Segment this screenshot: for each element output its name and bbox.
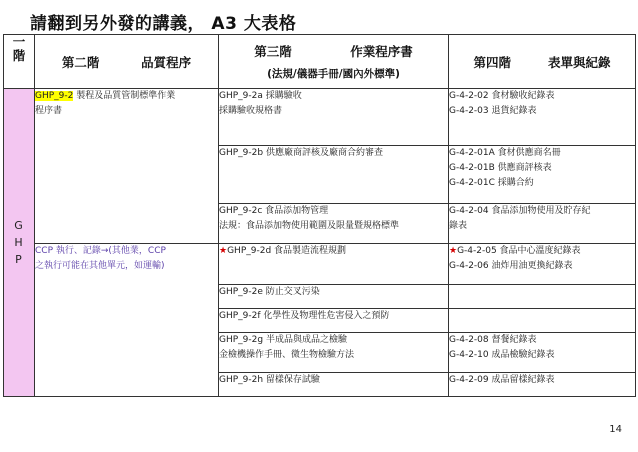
cell-line: GHP_9-2h 留樣保存試驗 [219, 375, 320, 385]
level-header-char: 一 [12, 34, 26, 49]
cell-line: G-4-2-03 退貨紀錄表 [449, 106, 537, 116]
col3-header [219, 35, 449, 89]
col3-cell [219, 204, 449, 244]
col4-cell [449, 333, 636, 373]
col3-stage: 第三階 [254, 44, 292, 59]
col3-cell [219, 333, 449, 373]
procedure-text: 製程及品質管制標準作業 [73, 91, 176, 101]
cell-line: G-4-2-05 食品中心溫度紀錄表 [457, 246, 581, 256]
col4-cell [449, 146, 636, 204]
side-letter: G [14, 219, 24, 232]
star-icon: ★ [219, 246, 228, 256]
col2-title: 品質程序 [141, 54, 192, 70]
col3-subtitle: (法規/儀器手冊/國內外標準) [267, 68, 400, 80]
col4-stage: 第四階 [473, 54, 511, 70]
col4-cell [449, 204, 636, 244]
col3-cell [219, 309, 449, 333]
col4-title: 表單與紀錄 [547, 54, 611, 70]
cell-line: GHP_9-2g 半成品與成品之檢驗 [219, 335, 347, 345]
table-row [4, 244, 636, 285]
table-header-row [4, 35, 636, 89]
cell-line: GHP_9-2c 食品添加物管理 [219, 206, 329, 216]
procedure-code-highlight: GHP_9-2 [35, 91, 74, 101]
cell-line: 金檢機操作手冊、微生物檢驗方法 [219, 350, 355, 360]
col3-cell [219, 244, 449, 285]
procedure-text-cont: 程序書 [35, 106, 63, 116]
side-letter: P [15, 253, 23, 266]
col3-title: 作業程序書 [350, 44, 413, 59]
cell-line: GHP_9-2e 防止交叉污染 [219, 287, 320, 297]
cell-line: G-4-2-04 食品添加物使用及貯存紀 [449, 206, 591, 216]
col4-header [449, 35, 636, 89]
col4-cell [449, 89, 636, 146]
col3-cell [219, 373, 449, 397]
cell-line: G-4-2-09 成品留樣紀錄表 [449, 375, 555, 385]
col2-header [35, 35, 219, 89]
col3-cell [219, 285, 449, 309]
cell-line: G-4-2-06 油炸用油更換紀錄表 [449, 261, 573, 271]
col3-cell [219, 146, 449, 204]
cell-line: G-4-2-01B 供應商評核表 [449, 163, 552, 173]
page-heading: 請翻到另外發的講義， A3 大表格 [30, 14, 297, 34]
cell-line: GHP_9-2a 採購驗收 [219, 91, 302, 101]
cell-line: 錄表 [449, 221, 468, 231]
col4-cell [449, 244, 636, 285]
level-header [4, 35, 35, 89]
ccp-note: CCP 執行、記錄→(其他業，CCP [35, 246, 166, 256]
col2-procedure-cell [35, 89, 219, 244]
table-row [4, 89, 636, 146]
ccp-note: 之執行可能在其他單元，如運輸) [35, 261, 165, 271]
side-letter: H [14, 236, 24, 249]
procedure-table [3, 34, 636, 397]
cell-line: G-4-2-08 督餐紀錄表 [449, 335, 537, 345]
cell-line: GHP_9-2b 供應廠商評核及廠商合約審查 [219, 148, 383, 158]
cell-line: 採購驗收規格書 [219, 106, 283, 116]
cell-line: 法規：食品添加物使用範圍及限量暨規格標準 [219, 221, 400, 231]
col4-cell [449, 373, 636, 397]
cell-line: G-4-2-10 成品檢驗紀錄表 [449, 350, 555, 360]
cell-line: GHP_9-2f 化學性及物理性危害侵入之預防 [219, 311, 390, 321]
cell-line: G-4-2-02 食材驗收紀錄表 [449, 91, 555, 101]
star-icon: ★ [449, 246, 458, 256]
level-header-char: 階 [12, 48, 26, 63]
col2-ccp-cell [35, 244, 219, 397]
side-label-ghp [4, 89, 35, 397]
cell-line: GHP_9-2d 食品製造流程規劃 [227, 246, 347, 256]
cell-line: G-4-2-01C 採購合約 [449, 178, 534, 188]
col4-cell-empty [449, 285, 636, 309]
col4-cell-empty [449, 309, 636, 333]
col2-stage: 第二階 [61, 54, 100, 70]
cell-line: G-4-2-01A 食材供應商名冊 [449, 148, 561, 158]
page-number: 14 [609, 424, 622, 435]
col3-cell [219, 89, 449, 146]
